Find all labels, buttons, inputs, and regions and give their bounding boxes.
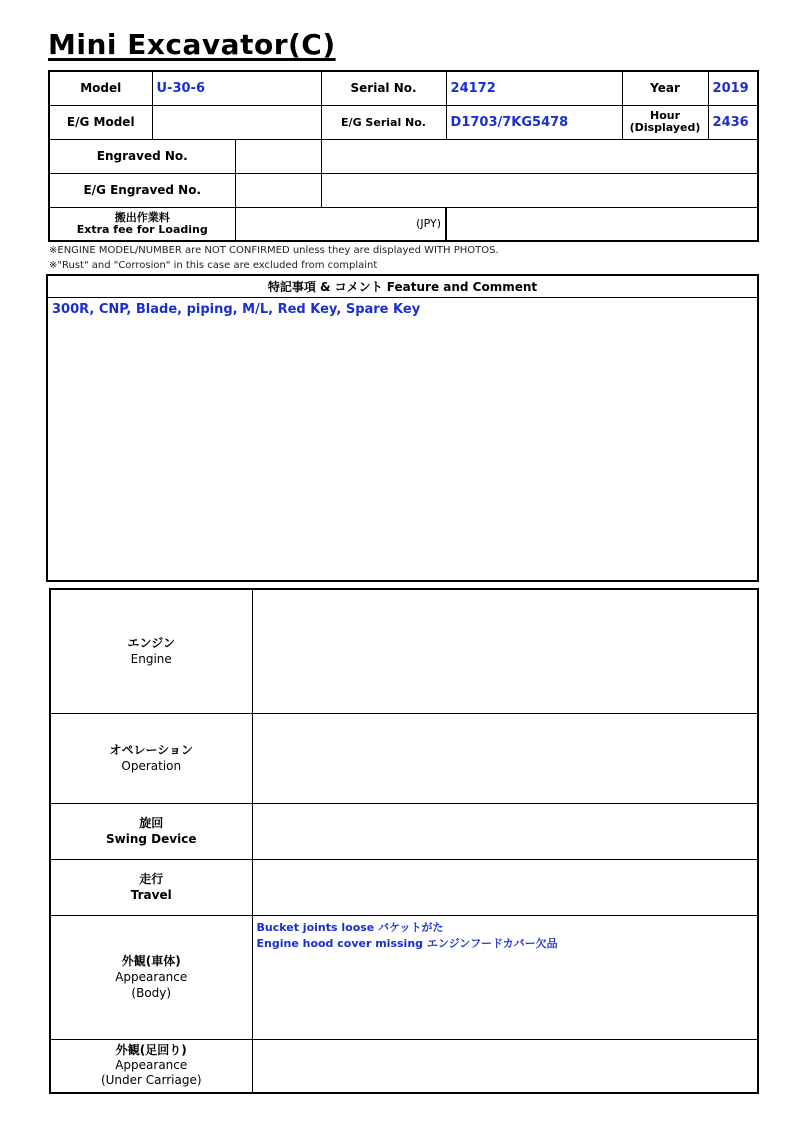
eg-engraved-box (235, 173, 321, 207)
hour-label (622, 105, 708, 139)
engine-label (50, 589, 252, 713)
operation-label-en: Operation (121, 759, 182, 773)
model-label: Model (49, 71, 152, 105)
engine-label-jp: エンジン (127, 636, 175, 651)
engraved-box (235, 139, 321, 173)
machine-info-table (48, 70, 759, 242)
appearance-undercarriage-label-en2: (Under Carriage) (100, 1073, 202, 1088)
appearance-undercarriage-label-en: Appearance (115, 1058, 188, 1073)
engine-comment (252, 589, 758, 713)
serial-value: 24172 (446, 71, 622, 105)
eg-engraved-value (321, 173, 758, 207)
travel-label (50, 859, 252, 915)
operation-comment (252, 713, 758, 803)
eg-serial-label: E/G Serial No. (321, 105, 446, 139)
year-label: Year (622, 71, 708, 105)
appearance-undercarriage-comment (252, 1039, 758, 1093)
eg-engraved-label: E/G Engraved No. (49, 173, 235, 207)
serial-label: Serial No. (321, 71, 446, 105)
loading-fee-value (446, 207, 758, 241)
operation-label (50, 713, 252, 803)
model-value: U-30-6 (152, 71, 321, 105)
comment-line: Engine hood cover missing エンジンフードカバー欠品 (256, 936, 558, 950)
jpy-label: (JPY) (235, 207, 446, 241)
feature-heading: 特記事項 & コメント Feature and Comment (48, 276, 757, 298)
appearance-body-comment (252, 915, 758, 1039)
eg-model-label: E/G Model (49, 105, 152, 139)
loading-fee-label-jp: 搬出作業料 (114, 210, 170, 224)
engine-label-en: Engine (130, 652, 172, 667)
page-title: Mini Excavator(C) (48, 28, 336, 61)
comment-line: Bucket joints loose バケットがた (256, 920, 444, 934)
loading-fee-label (49, 207, 235, 241)
swing-label-en: Swing Device (106, 832, 197, 846)
feature-box (46, 274, 759, 582)
travel-comment (252, 859, 758, 915)
travel-label-en: Travel (130, 888, 172, 902)
appearance-body-label-en: Appearance (115, 970, 188, 984)
eg-model-value (152, 105, 321, 139)
eg-serial-value: D1703/7KG5478 (446, 105, 622, 139)
appearance-body-label-jp: 外観(車体) (121, 954, 181, 968)
year-value: 2019 (708, 71, 758, 105)
travel-label-jp: 走行 (139, 872, 164, 886)
swing-label (50, 803, 252, 859)
inspection-table (49, 588, 759, 1094)
appearance-undercarriage-label-jp: 外観(足回り) (115, 1043, 187, 1058)
hour-value: 2436 (708, 105, 758, 139)
swing-label-jp: 旋回 (139, 816, 164, 830)
appearance-body-label-en2: (Body) (131, 986, 172, 1000)
hour-label-line1: Hour (650, 109, 681, 122)
swing-comment (252, 803, 758, 859)
engraved-value (321, 139, 758, 173)
loading-fee-label-en: Extra fee for Loading (76, 222, 208, 236)
appearance-undercarriage-label (50, 1039, 252, 1093)
note-rust: ※"Rust" and "Corrosion" in this case are excluded from complaint (49, 260, 378, 271)
note-engine: ※ENGINE MODEL/NUMBER are NOT CONFIRMED unless they are displayed WITH PHOTOS. (49, 245, 499, 256)
engraved-label: Engraved No. (49, 139, 235, 173)
feature-text: 300R, CNP, Blade, piping, M/L, Red Key, Spare Key (52, 302, 421, 317)
hour-label-line2: (Displayed) (629, 121, 701, 134)
appearance-body-label (50, 915, 252, 1039)
operation-label-jp: オペレーション (109, 743, 194, 757)
